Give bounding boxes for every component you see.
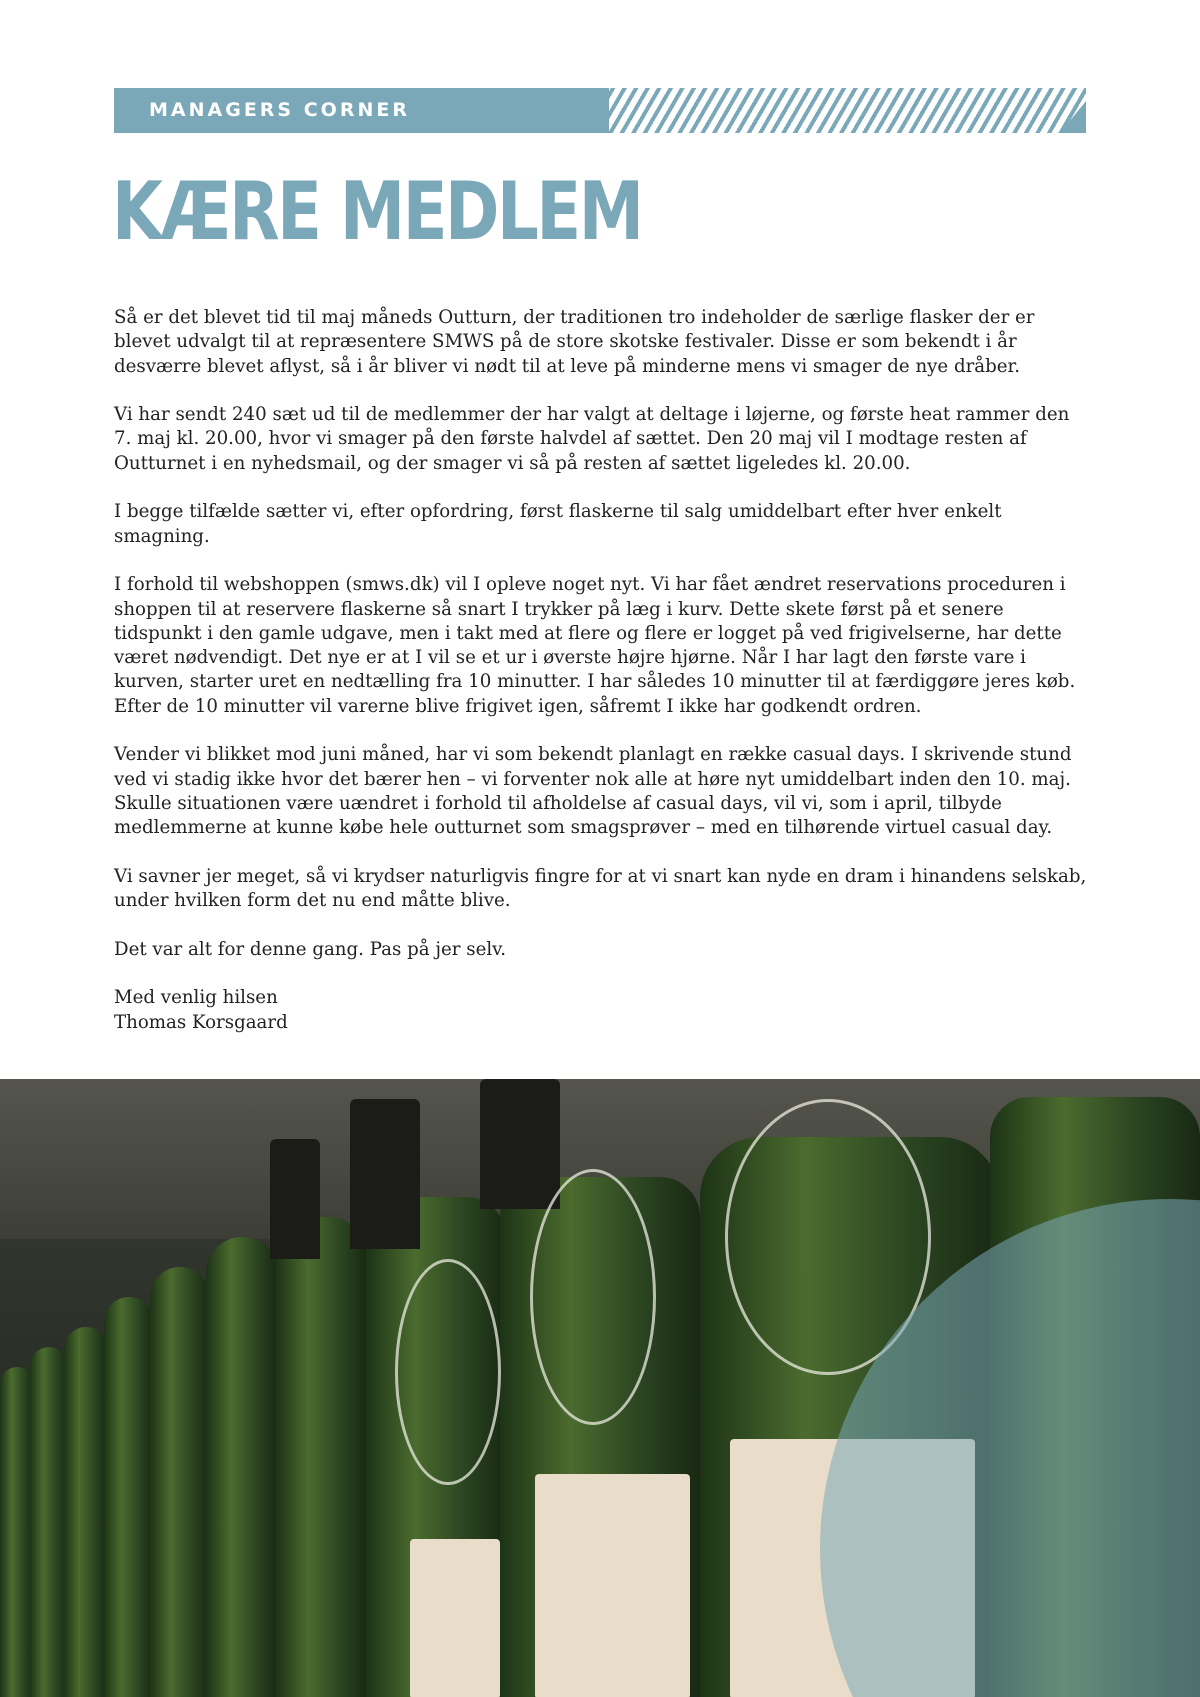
paragraph: Vi savner jer meget, så vi krydser naturligvis fingre for at vi snart kan nyde en dram i hinandens selskab, under hvilken form det nu end måtte blive. bbox=[114, 865, 1087, 912]
banner-stripes bbox=[609, 88, 1086, 133]
bottle bbox=[64, 1327, 108, 1697]
signoff bbox=[114, 986, 1090, 1035]
society-seal bbox=[530, 1169, 656, 1425]
bottle bbox=[104, 1297, 154, 1697]
bottle bbox=[276, 1217, 368, 1697]
bottle bbox=[0, 1367, 34, 1697]
bottle-label bbox=[535, 1474, 690, 1697]
paragraph: I forhold til webshoppen (smws.dk) vil I opleve noget nyt. Vi har fået ændret reservations proceduren i shoppen til at reservere flaskerne så snart I trykker på læg i kurv. Dette skete først på et senere tidspunkt i den gamle udgave, men i takt med at flere og flere er logget på ved frigivelserne, har dette været nødvendigt. Det nye er at I vil se et ur i øverste højre hjørne. Når I har lagt den første vare i kurven, starter uret en nedtælling fra 10 minutter. I har således 10 minutter til at færdiggøre jeres køb. Efter de 10 minutter vil varerne blive frigivet igen, såfremt I ikke har godkendt ordren. bbox=[114, 574, 1076, 717]
signature: Thomas Korsgaard bbox=[114, 1011, 288, 1033]
bottle-label bbox=[410, 1539, 500, 1697]
society-seal bbox=[395, 1259, 501, 1485]
section-label: MANAGERS CORNER bbox=[149, 99, 410, 121]
bottle bbox=[30, 1347, 68, 1697]
bottle bbox=[150, 1267, 210, 1697]
bottle-cap bbox=[350, 1099, 420, 1249]
paragraph: I begge tilfælde sætter vi, efter opfordring, først flaskerne til salg umiddelbart efter hver enkelt smagning. bbox=[114, 501, 1002, 547]
page-title: KÆRE MEDLEM bbox=[112, 165, 642, 258]
paragraph: Vi har sendt 240 sæt ud til de medlemmer der har valgt at deltage i løjerne, og første heat rammer den 7. maj kl. 20.00, hvor vi smager på den første halvdel af sættet. Den 20 maj vil I modtage resten af Outturnet i en nyhedsmail, og der smager vi så på resten af sættet ligeledes kl. 20.00. bbox=[114, 404, 1070, 474]
bottle-cap bbox=[480, 1079, 560, 1209]
closing-line: Med venlig hilsen bbox=[114, 987, 278, 1009]
paragraph: Det var alt for denne gang. Pas på jer selv. bbox=[114, 938, 507, 960]
paragraph: Så er det blevet tid til maj måneds Outturn, der traditionen tro indeholder de særlige flasker der er blevet udvalgt til at repræsentere SMWS på de store skotske festivaler. Disse er som bekendt i år desværre blevet aflyst, så i år bliver vi nødt til at leve på minderne mens vi smager de nye dråber. bbox=[114, 307, 1035, 377]
paragraph: Vender vi blikket mod juni måned, har vi som bekendt planlagt en række casual days. I skrivende stund ved vi stadig ikke hvor det bærer hen – vi forventer nok alle at høre nyt umiddelbart inden den 10. maj. Skulle situationen være uændret i forhold til afholdelse af casual days, vil vi, som i april, tilbyde medlemmerne at kunne købe hele outturnet som smagsprøver – med en tilhørende virtuel casual day. bbox=[114, 744, 1072, 839]
bottle-cap bbox=[270, 1139, 320, 1259]
bottle bbox=[206, 1237, 278, 1697]
letter-body bbox=[114, 306, 1090, 1059]
whisky-bottles-photo bbox=[0, 1079, 1200, 1697]
section-banner bbox=[114, 88, 1086, 133]
